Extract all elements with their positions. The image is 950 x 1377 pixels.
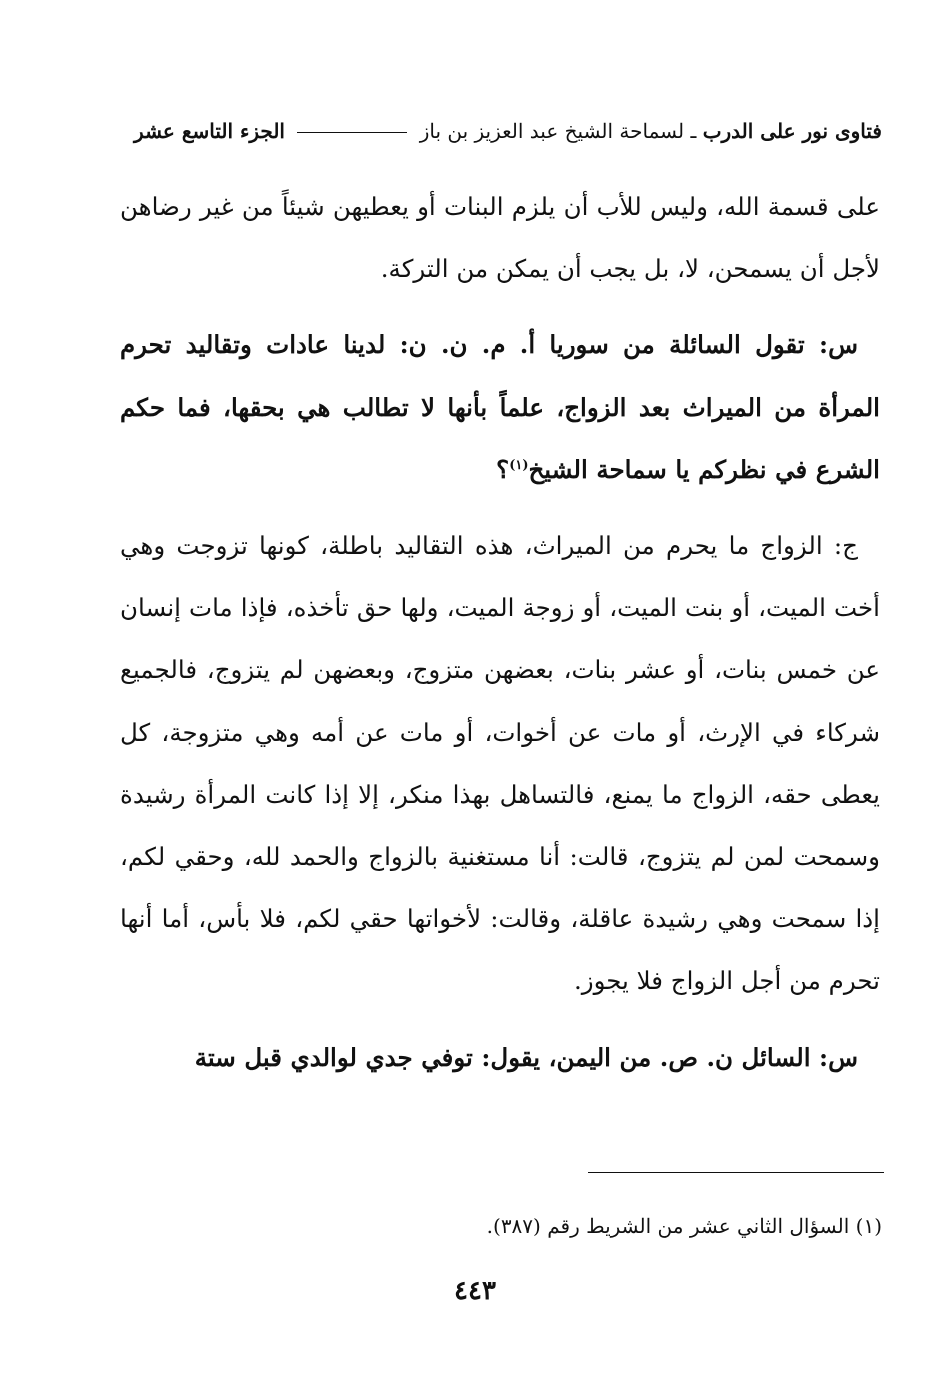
book-title: فتاوى نور على الدرب — [702, 119, 882, 143]
author-name: لسماحة الشيخ عبد العزيز بن باز — [419, 119, 685, 143]
question-paragraph-2: س: السائل ن. ص. من اليمن، يقول: توفي جدي لوالدي قبل ستة — [194, 1042, 858, 1072]
question-paragraph-1 — [120, 314, 880, 501]
answer-paragraph-1: ج: الزواج ما يحرم من الميراث، هذه التقاليد باطلة، كونها تزوجت وهي أخت الميت، أو بنت الميت، أو زوجة الميت، ولها حق تأخذه، فإذا مات إنسان عن خمس بنات، أو عشر بنات، بعضهن متزوج، وبعضهن لم يتزوج، فالجميع شركاء في الإرث، أو مات عن أخوات، أو مات عن أمه وهي متزوجة، كل يعطى حقه، الزواج ما يمنع، فالتساهل بهذا منكر، إلا إذا كانت المرأة رشيدة وسمحت لمن لم يتزوج، قالت: أنا مستغنية بالزواج والحمد لله، وحقي لكم، إذا سمحت وهي رشيدة عاقلة، وقالت: لأخواتها حقي لكم، فلا بأس، أما أنها تحرم من أجل الزواج فلا يجوز. — [120, 531, 880, 996]
question-1-text: س: تقول السائلة من سوريا أ. م. ن. ن: لدينا عادات وتقاليد تحرم المرأة من الميراث بعد الزواج، علماً بأنها لا تطالب هي بحقها، فما حكم الشرع في نظركم يا سماحة الشيخ — [120, 330, 880, 484]
part-label: الجزء التاسع عشر — [134, 119, 285, 143]
header-rule — [297, 132, 407, 133]
header-separator: ـ — [690, 119, 697, 143]
continuation-paragraph: على قسمة الله، وليس للأب أن يلزم البنات أو يعطيهن شيئاً من غير رضاهن لأجل أن يسمحن، لا، بل يجب أن يمكن من التركة. — [120, 192, 880, 284]
question-1-end: ؟ — [496, 454, 510, 484]
running-header — [120, 114, 882, 148]
page-number: ٤٤٣ — [454, 1276, 496, 1306]
footnote: (١) السؤال الثاني عشر من الشريط رقم (٣٨٧). — [486, 1214, 882, 1238]
body-text — [120, 176, 880, 1089]
footnote-reference: (١) — [509, 457, 529, 473]
footnote-separator — [588, 1172, 884, 1173]
